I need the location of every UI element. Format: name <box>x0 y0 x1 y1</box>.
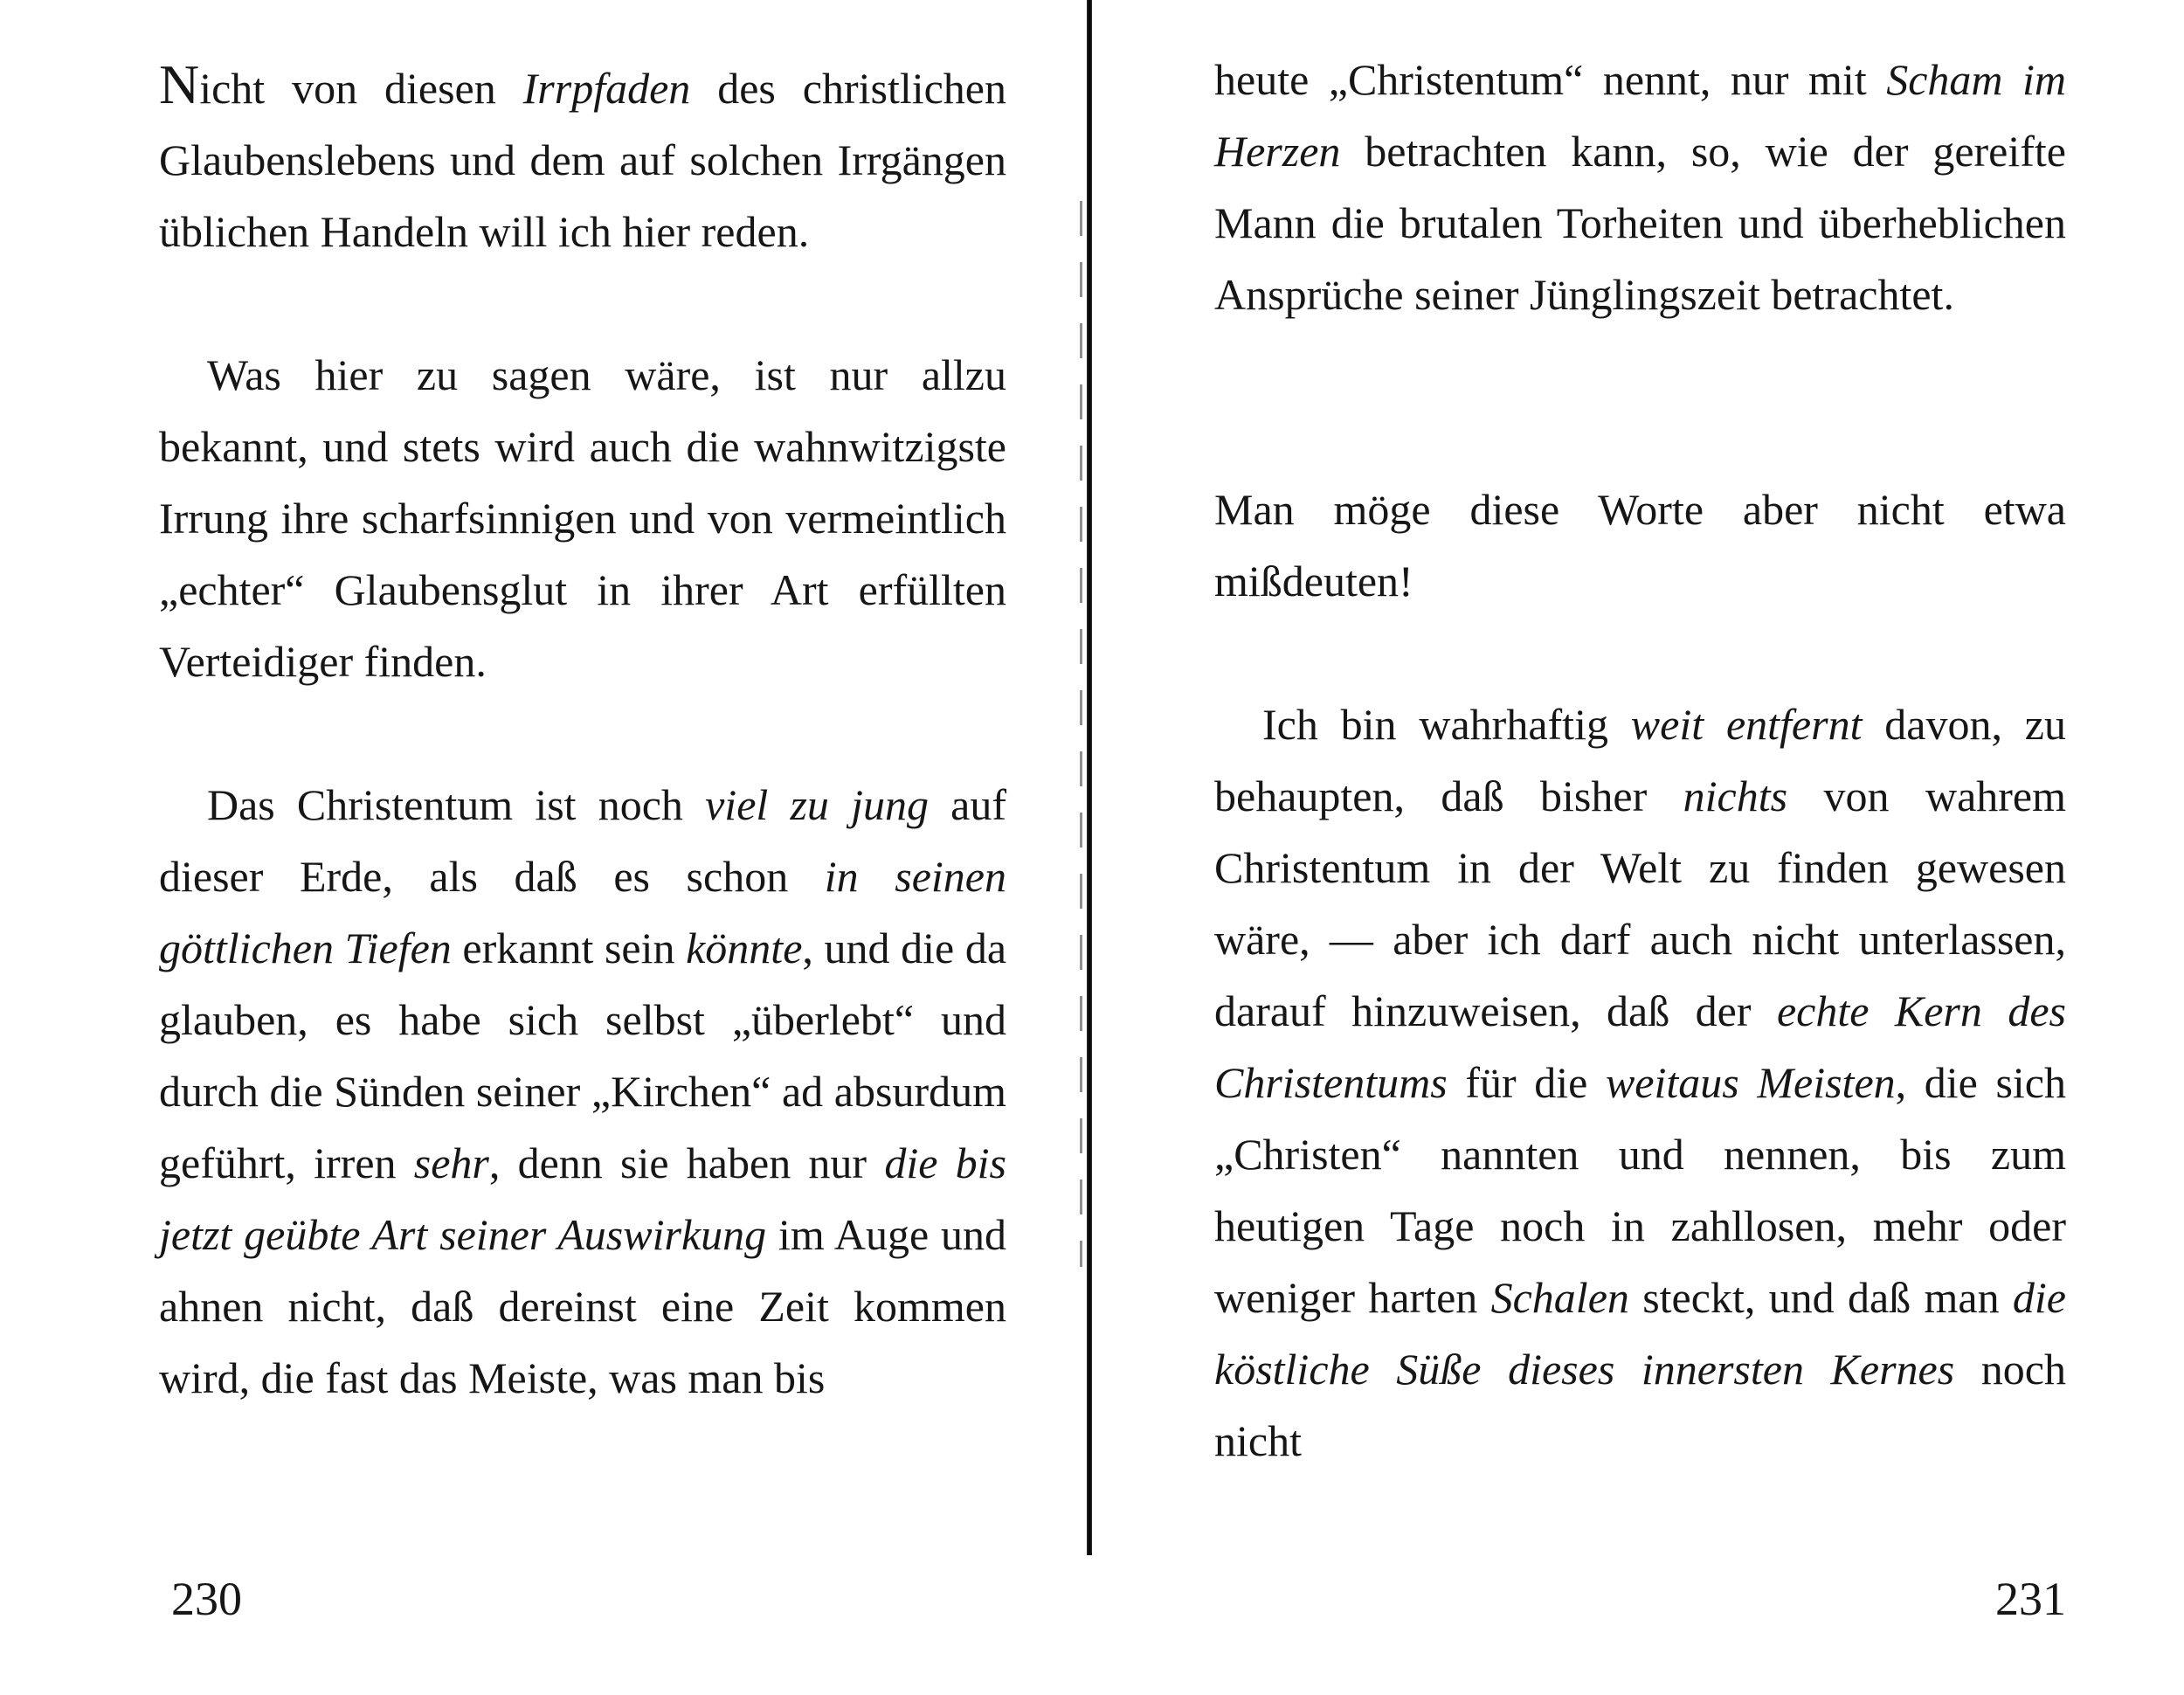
paragraph <box>159 769 1006 1414</box>
italic-run: Schalen <box>1490 1273 1629 1322</box>
italic-run: weit entfernt <box>1630 700 1863 749</box>
italic-run: Irrpfaden <box>522 64 691 113</box>
drop-capital: N <box>159 53 200 115</box>
paragraph <box>159 339 1006 697</box>
text-run: betrachten kann, so, wie der gereifte Mann die brutalen Torheiten und überheblichen Ansprüche seiner Jünglingszeit betrachtet. <box>1214 127 2066 319</box>
text-run: Ich bin wahrhaftig <box>1262 700 1631 749</box>
italic-run: nichts <box>1683 771 1788 820</box>
text-run: des christlichen Glaubenslebens und dem auf solchen Irrgängen üblichen Handeln will ich hier reden. <box>159 64 1006 256</box>
text-run: auf dieser Erde, als daß es schon <box>159 780 1006 901</box>
paragraph <box>1214 474 2066 617</box>
paragraph <box>1214 44 2066 330</box>
italic-run: die köstliche Süße dieses innersten Kernes <box>1214 1273 2066 1394</box>
text-run: , und die da glauben, es habe sich selbst „überlebt“ und durch die Sünden seiner „Kirchen“ ad absurdum geführt, irren <box>159 924 1007 1187</box>
text-run: Was hier zu sagen wäre, ist nur allzu bekannt, und stets wird auch die wahnwitzigste Irrung ihre scharfsinnigen und von vermeintlich „echter“ Glaubensglut in ihrer Art erfüllten Verteidiger finden. <box>159 350 1006 686</box>
gutter-shadow <box>1080 201 1082 1267</box>
page-number: 230 <box>171 1573 242 1625</box>
page-number: 231 <box>1995 1573 2066 1625</box>
italic-run: Scham im Herzen <box>1214 55 2066 176</box>
right-page-text <box>1214 44 2066 1477</box>
left-page <box>0 0 1083 1695</box>
text-run: , die sich „Christen“ nannten und nennen, bis zum heutigen Tage noch in zahllosen, mehr oder weniger harten <box>1214 1058 2067 1322</box>
italic-run: weitaus Meisten <box>1605 1058 1896 1107</box>
italic-run: sehr <box>413 1138 489 1187</box>
text-run: steckt, und daß man <box>1628 1273 2013 1322</box>
text-run: heute „Christentum“ nennt, nur mit <box>1214 55 1887 104</box>
italic-run: viel zu jung <box>705 780 929 829</box>
paragraph <box>1214 688 2066 1477</box>
left-page-text <box>159 49 1006 1414</box>
italic-run: echte Kern des Christentums <box>1214 986 2066 1107</box>
text-run: Das Christentum ist noch <box>207 780 706 829</box>
text-run: icht von diesen <box>199 64 523 113</box>
italic-run: die bis jetzt geübte Art seiner Auswirkung <box>159 1138 1006 1259</box>
italic-run: könnte <box>686 924 803 972</box>
right-page <box>1092 0 2184 1695</box>
italic-run: in seinen göttlichen Tiefen <box>159 852 1006 972</box>
text-run: im Auge und ahnen nicht, daß dereinst eine Zeit kommen wird, die fast das Meiste, was man bis <box>159 1210 1006 1402</box>
text-run: noch nicht <box>1214 1345 2066 1465</box>
text-run: erkannt sein <box>451 924 687 972</box>
paragraph <box>159 49 1006 267</box>
text-run: , denn sie haben nur <box>488 1138 885 1187</box>
text-run: Man möge diese Worte aber nicht etwa mißdeuten! <box>1214 485 2066 605</box>
text-run: von wahrem Christentum in der Welt zu finden gewesen wäre, — aber ich darf auch nicht unterlassen, darauf hinzuweisen, daß der <box>1214 771 2066 1035</box>
text-run: für die <box>1447 1058 1606 1107</box>
text-run: davon, zu behaupten, daß bisher <box>1214 700 2067 820</box>
